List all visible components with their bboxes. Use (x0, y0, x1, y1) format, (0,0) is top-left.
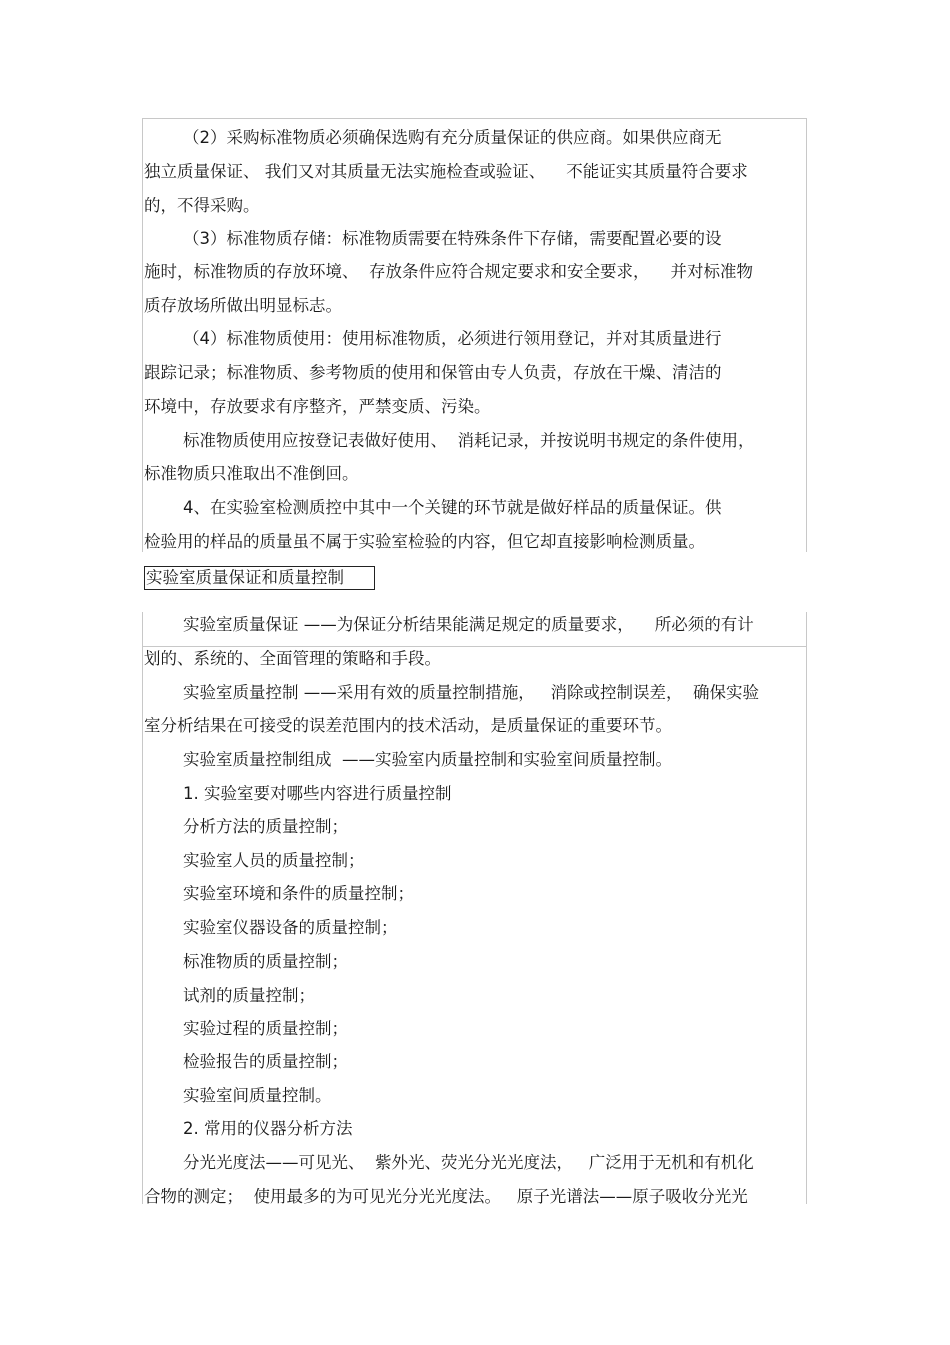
section-heading-box (144, 566, 375, 590)
paragraph-line: （2）采购标准物质必须确保选购有充分质量保证的供应商。如果供应商无 (183, 128, 722, 147)
paragraph-line: 实验室质量保证 ——为保证分析结果能满足规定的质量要求， 所必须的有计 (183, 615, 754, 634)
frame-mid-rule (142, 646, 807, 647)
paragraph-line: 实验室质量控制组成 ——实验室内质量控制和实验室间质量控制。 (183, 750, 672, 769)
list-item: 试剂的质量控制； (183, 986, 315, 1005)
paragraph-line: 实验室质量控制 ——采用有效的质量控制措施， 消除或控制误差， 确保实验 (183, 683, 759, 702)
paragraph-line: （4）标准物质使用：使用标准物质，必须进行领用登记，并对其质量进行 (183, 329, 722, 348)
list-item: 实验室人员的质量控制； (183, 851, 365, 870)
paragraph-line: 环境中，存放要求有序整齐，严禁变质、污染。 (144, 397, 491, 416)
list-item: 分析方法的质量控制； (183, 817, 348, 836)
frame-left-rule-top (142, 118, 143, 552)
paragraph-line: 分光光度法——可见光、 紫外光、荧光分光光度法， 广泛用于无机和有机化 (183, 1153, 754, 1172)
paragraph-line: 跟踪记录；标准物质、参考物质的使用和保管由专人负责，存放在干燥、清洁的 (144, 363, 722, 382)
paragraph-line: （3）标准物质存储：标准物质需要在特殊条件下存储，需要配置必要的设 (183, 229, 722, 248)
paragraph-line: 划的、系统的、全面管理的策略和手段。 (144, 649, 441, 668)
list-item: 实验室环境和条件的质量控制； (183, 884, 414, 903)
paragraph-line: 施时，标准物质的存放环境、 存放条件应符合规定要求和安全要求， 并对标准物 (144, 262, 753, 281)
list-heading: 2. 常用的仪器分析方法 (183, 1119, 353, 1138)
paragraph-line: 合物的测定； 使用最多的为可见光分光光度法。 原子光谱法——原子吸收分光光 (144, 1187, 748, 1206)
section-heading: 实验室质量保证和质量控制 (146, 568, 344, 587)
list-item: 实验室仪器设备的质量控制； (183, 918, 398, 937)
paragraph-line: 检验用的样品的质量虽不属于实验室检验的内容，但它却直接影响检测质量。 (144, 532, 705, 551)
paragraph-line: 独立质量保证、 我们又对其质量无法实施检查或验证、 不能证实其质量符合要求 (144, 162, 748, 181)
list-item: 标准物质的质量控制； (183, 952, 348, 971)
frame-left-rule-bottom (142, 612, 143, 1204)
paragraph-line: 质存放场所做出明显标志。 (144, 296, 342, 315)
paragraph-line: 的，不得采购。 (144, 196, 260, 215)
paragraph-line: 标准物质使用应按登记表做好使用、 消耗记录，并按说明书规定的条件使用， (183, 431, 755, 450)
paragraph-line: 4、在实验室检测质控中其中一个关键的环节就是做好样品的质量保证。供 (183, 498, 722, 517)
paragraph-line: 室分析结果在可接受的误差范围内的技术活动，是质量保证的重要环节。 (144, 716, 672, 735)
paragraph-line: 标准物质只准取出不准倒回。 (144, 464, 359, 483)
frame-top-rule (142, 118, 807, 119)
list-heading: 1. 实验室要对哪些内容进行质量控制 (183, 784, 452, 803)
frame-right-rule-bottom (806, 612, 807, 1204)
list-item: 检验报告的质量控制； (183, 1052, 348, 1071)
list-item: 实验室间质量控制。 (183, 1086, 332, 1105)
frame-right-rule-top (806, 118, 807, 552)
list-item: 实验过程的质量控制； (183, 1019, 348, 1038)
